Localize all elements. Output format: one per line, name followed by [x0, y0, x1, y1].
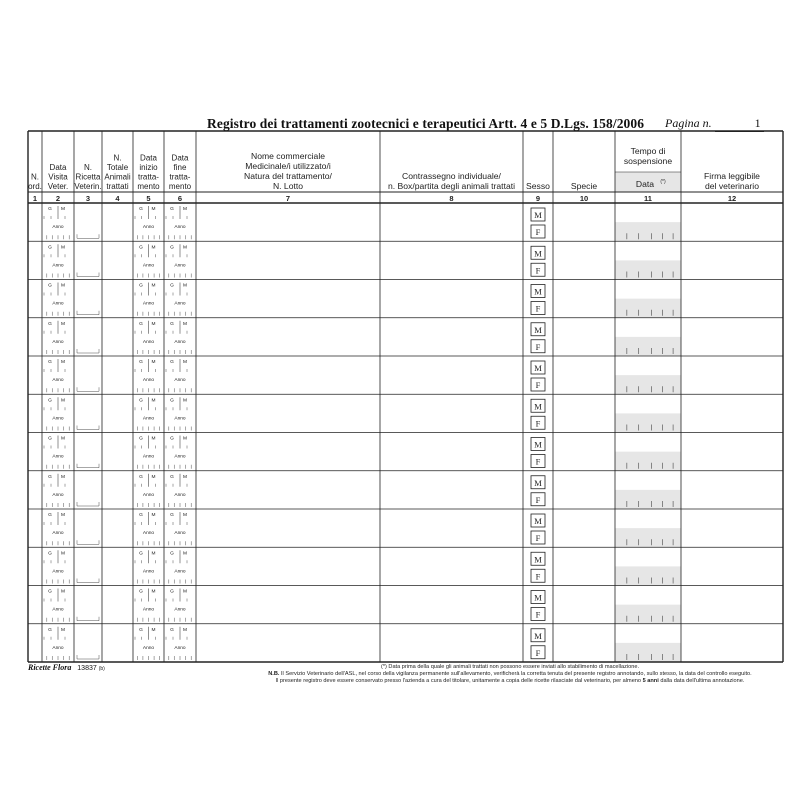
date-month-label: M	[183, 207, 187, 212]
sex-label-m: M	[534, 592, 542, 603]
date-day-label: G	[48, 283, 52, 289]
date-year-label: Anno	[174, 607, 186, 613]
date-year-label: Anno	[174, 378, 186, 383]
column-header-1: N.	[31, 172, 39, 182]
column-number-7: 7	[285, 194, 291, 203]
date-year-label: Anno	[52, 569, 64, 575]
date-month-label: M	[61, 360, 65, 365]
column-header-8: Contrassegno individuale/	[402, 171, 501, 181]
date-year-label: Anno	[142, 378, 155, 383]
column-header-6: mento	[168, 182, 192, 191]
date-year-label: Anno	[174, 416, 186, 422]
column-header-11-date: Data	[635, 179, 655, 189]
sex-label-f: F	[535, 609, 541, 620]
date-day-label: G	[48, 627, 52, 633]
date-year-label: Anno	[52, 492, 64, 498]
page-number: 1	[715, 116, 764, 132]
column-header-4: N.	[113, 153, 122, 163]
date-year-label: Anno	[174, 531, 186, 536]
date-day-label: G	[170, 551, 174, 557]
column-number-10: 10	[579, 194, 589, 203]
column-header-7: N. Lotto	[272, 181, 304, 191]
suspension-date-cell[interactable]	[615, 222, 681, 241]
footnote-nb-text: Il Servizio Veterinario dell'ASL, nel corso della vigilanza permanente sull'allevamento, verificherà la corretta tenuta del presente registro annotando, sullo stesso, la data del controllo eseguito.	[281, 671, 752, 677]
column-header-7: Medicinale/i utilizzato/i	[245, 161, 331, 171]
date-month-label: M	[183, 398, 187, 404]
date-day-label: G	[48, 436, 52, 442]
date-year-label: Anno	[142, 454, 155, 460]
column-header-3: Ricetta	[75, 172, 101, 182]
date-year-label: Anno	[52, 454, 64, 460]
date-month-label: M	[61, 207, 65, 212]
retention-text-b: dalla data dell'ultima annotazione.	[660, 678, 745, 684]
column-header-5: mento	[137, 182, 160, 191]
date-day-label: G	[48, 207, 52, 212]
column-header-11: Tempo di	[630, 146, 666, 156]
column-number-2: 2	[55, 194, 61, 203]
date-day-label: G	[139, 627, 143, 633]
date-month-label: M	[61, 627, 65, 633]
sex-label-f: F	[535, 456, 541, 467]
suspension-date-cell[interactable]	[615, 375, 681, 394]
date-day-label: G	[139, 207, 143, 212]
date-year-label: Anno	[174, 492, 186, 498]
suspension-date-cell[interactable]	[615, 452, 681, 471]
footnote-retention	[240, 678, 780, 685]
sex-label-f: F	[535, 265, 541, 276]
column-header-2: Veter.	[47, 182, 69, 191]
footnotes	[240, 664, 780, 685]
date-year-label: Anno	[142, 569, 155, 575]
sex-label-f: F	[535, 380, 541, 390]
column-header-11-asterisk: (*)	[660, 179, 666, 185]
column-header-3: Veterin.	[74, 182, 102, 191]
sex-label-m: M	[534, 630, 542, 641]
date-year-label: Anno	[142, 607, 155, 613]
sex-label-m: M	[534, 516, 542, 526]
publisher-mark	[28, 663, 105, 672]
column-header-4: trattati	[106, 182, 129, 191]
column-number-3: 3	[85, 194, 91, 203]
date-month-label: M	[151, 513, 156, 518]
suspension-date-cell[interactable]	[615, 413, 681, 432]
date-month-label: M	[183, 474, 187, 480]
sex-label-m: M	[534, 286, 542, 297]
sex-label-f: F	[535, 418, 541, 429]
date-year-label: Anno	[174, 301, 186, 307]
column-header-9: Sesso	[526, 181, 550, 191]
date-month-label: M	[151, 398, 156, 404]
date-month-label: M	[183, 436, 187, 442]
column-header-10: Specie	[570, 181, 598, 191]
date-day-label: G	[170, 474, 174, 480]
sex-label-f: F	[535, 571, 541, 582]
date-year-label: Anno	[52, 416, 64, 422]
form-code: 13837	[77, 665, 97, 672]
column-header-8: n. Box/partita degli animali trattati	[387, 181, 516, 191]
date-month-label: M	[151, 627, 156, 633]
date-year-label: Anno	[142, 339, 155, 345]
sex-label-f: F	[535, 533, 541, 543]
date-month-label: M	[151, 207, 156, 212]
sex-label-m: M	[534, 401, 542, 412]
date-day-label: G	[139, 474, 143, 480]
form-code-suffix: (b)	[98, 666, 105, 672]
date-year-label: Anno	[142, 531, 155, 536]
date-month-label: M	[61, 436, 65, 442]
date-year-label: Anno	[52, 225, 64, 230]
column-header-4: Animali	[104, 172, 131, 182]
date-day-label: G	[170, 398, 174, 404]
date-year-label: Anno	[142, 492, 155, 498]
date-month-label: M	[61, 589, 65, 595]
column-header-3: N.	[84, 163, 92, 172]
date-month-label: M	[183, 589, 187, 595]
date-month-label: M	[183, 627, 187, 633]
column-number-1: 1	[32, 194, 38, 203]
column-number-11: 11	[644, 194, 652, 203]
date-day-label: G	[170, 283, 174, 289]
date-day-label: G	[170, 436, 174, 442]
sex-label-m: M	[534, 477, 542, 488]
date-month-label: M	[151, 551, 156, 557]
page-title: Registro dei trattamenti zootecnici e terapeutici Artt. 4 e 5 D.Lgs. 158/2006	[207, 116, 645, 131]
sex-label-m: M	[534, 554, 542, 565]
column-header-6: fine	[173, 163, 187, 172]
date-day-label: G	[170, 360, 174, 365]
date-year-label: Anno	[174, 645, 186, 651]
sex-label-m: M	[534, 363, 542, 373]
column-header-4: Totale	[106, 163, 129, 172]
suspension-date-cell[interactable]	[615, 643, 681, 662]
date-year-label: Anno	[142, 301, 155, 307]
date-month-label: M	[151, 321, 156, 327]
date-day-label: G	[48, 321, 52, 327]
date-year-label: Anno	[52, 531, 64, 536]
date-year-label: Anno	[174, 225, 186, 230]
column-number-4: 4	[115, 194, 120, 203]
nb-label: N.B.	[268, 671, 280, 677]
date-month-label: M	[61, 321, 65, 327]
date-day-label: G	[48, 360, 52, 365]
date-month-label: M	[61, 245, 65, 251]
page-label: Pagina n.	[665, 116, 712, 130]
date-day-label: G	[170, 245, 174, 251]
retention-text-a: Il presente registro deve essere conservato presso l'azienda a cura del titolare, unitamente a copia delle ricette rilasciate dal veterinario, per almeno	[275, 678, 642, 684]
date-month-label: M	[183, 360, 187, 365]
column-header-12: Firma leggibile	[704, 171, 760, 181]
date-year-label: Anno	[174, 339, 186, 345]
date-day-label: G	[48, 398, 52, 404]
column-header-7: Nome commerciale	[250, 151, 326, 161]
column-header-7: Natura del trattamento/	[244, 171, 332, 181]
column-header-11: sospensione	[623, 156, 673, 166]
date-month-label: M	[151, 589, 156, 595]
date-month-label: M	[61, 551, 65, 557]
date-day-label: G	[48, 245, 52, 251]
date-year-label: Anno	[142, 225, 155, 230]
date-year-label: Anno	[52, 378, 64, 383]
date-day-label: G	[48, 474, 52, 480]
date-day-label: G	[170, 321, 174, 327]
date-day-label: G	[139, 283, 143, 289]
column-number-8: 8	[449, 194, 454, 203]
date-month-label: M	[151, 283, 156, 289]
date-year-label: Anno	[52, 339, 64, 345]
date-day-label: G	[170, 627, 174, 633]
retention-period: 5 anni	[642, 678, 659, 684]
date-day-label: G	[139, 513, 143, 518]
date-month-label: M	[183, 321, 187, 327]
column-header-1: ord.	[28, 182, 42, 191]
column-header-5: inizio	[139, 163, 158, 172]
date-day-label: G	[170, 207, 174, 212]
sex-label-m: M	[534, 248, 542, 259]
footnote-nb	[240, 671, 780, 678]
date-day-label: G	[139, 398, 143, 404]
date-month-label: M	[151, 436, 156, 442]
date-year-label: Anno	[52, 301, 64, 307]
publisher-logo: Ricette Flora	[28, 663, 72, 672]
suspension-date-cell[interactable]	[615, 299, 681, 318]
date-month-label: M	[61, 474, 65, 480]
suspension-date-cell[interactable]	[615, 337, 681, 356]
suspension-date-cell[interactable]	[615, 490, 681, 509]
date-month-label: M	[183, 513, 187, 518]
footnote-asterisk: (*) Data prima della quale gli animali trattati non possono essere inviati allo stabilimento di macellazione.	[380, 664, 640, 670]
date-day-label: G	[170, 589, 174, 595]
sex-label-f: F	[535, 341, 541, 352]
date-month-label: M	[61, 513, 65, 518]
sex-label-f: F	[535, 303, 541, 314]
date-year-label: Anno	[174, 263, 186, 269]
column-header-12: del veterinario	[705, 181, 759, 191]
column-number-9: 9	[535, 194, 541, 203]
column-header-6: Data	[171, 153, 189, 163]
suspension-date-cell[interactable]	[615, 260, 681, 279]
column-header-5: Data	[140, 153, 157, 163]
date-month-label: M	[183, 245, 187, 251]
date-month-label: M	[183, 283, 187, 289]
date-year-label: Anno	[52, 645, 64, 651]
date-year-label: Anno	[174, 569, 186, 575]
date-year-label: Anno	[52, 263, 64, 269]
date-day-label: G	[139, 245, 143, 251]
sex-label-f: F	[535, 647, 541, 658]
sex-label-f: F	[535, 227, 541, 237]
column-header-2: Visita	[48, 172, 68, 182]
column-number-6: 6	[177, 194, 183, 203]
date-day-label: G	[48, 551, 52, 557]
date-day-label: G	[139, 321, 143, 327]
date-month-label: M	[61, 283, 65, 289]
sex-label-m: M	[534, 210, 542, 220]
date-year-label: Anno	[142, 263, 155, 269]
date-year-label: Anno	[52, 607, 64, 613]
sex-label-m: M	[534, 439, 542, 450]
date-year-label: Anno	[142, 416, 155, 422]
date-day-label: G	[48, 513, 52, 518]
suspension-date-cell[interactable]	[615, 605, 681, 624]
date-year-label: Anno	[174, 454, 186, 460]
column-number-5: 5	[146, 194, 151, 203]
column-header-6: tratta-	[169, 172, 191, 182]
sex-label-f: F	[535, 494, 541, 505]
column-number-12: 12	[727, 194, 737, 203]
column-header-2: Data	[49, 163, 67, 172]
date-day-label: G	[139, 360, 143, 365]
date-day-label: G	[48, 589, 52, 595]
sex-label-m: M	[534, 324, 542, 335]
date-month-label: M	[151, 360, 156, 365]
date-year-label: Anno	[142, 645, 155, 651]
suspension-date-cell[interactable]	[615, 528, 681, 547]
suspension-date-cell[interactable]	[615, 566, 681, 585]
date-day-label: G	[170, 513, 174, 518]
date-month-label: M	[151, 245, 156, 251]
column-header-5: tratta-	[138, 172, 159, 182]
date-month-label: M	[151, 474, 156, 480]
date-day-label: G	[139, 589, 143, 595]
date-day-label: G	[139, 551, 143, 557]
date-month-label: M	[61, 398, 65, 404]
date-day-label: G	[139, 436, 143, 442]
date-month-label: M	[183, 551, 187, 557]
